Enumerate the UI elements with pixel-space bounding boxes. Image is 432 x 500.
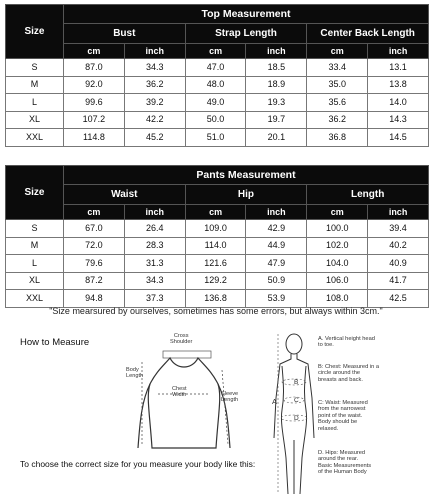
value-cell: 50.0 [185,111,246,129]
unit-header: inch [124,44,185,59]
value-cell: 44.9 [246,237,307,255]
value-cell: 48.0 [185,76,246,94]
size-cell: XXL [6,129,64,147]
value-cell: 109.0 [185,220,246,238]
chest-width-label: Chest Width [172,386,187,398]
group-header: Hip [185,185,307,205]
group-header: Length [307,185,429,205]
unit-header: cm [185,44,246,59]
unit-header: inch [368,205,429,220]
unit-header: inch [124,205,185,220]
value-cell: 40.9 [368,255,429,273]
group-header: Center Back Length [307,24,429,44]
group-header: Waist [64,185,186,205]
value-cell: 87.0 [64,59,125,77]
body-length-label: Body Length [126,367,144,379]
body-guide-item-b: B: Chest: Measured in a circle around the breasts and back. [318,364,380,383]
value-cell: 19.3 [246,94,307,112]
value-cell: 92.0 [64,76,125,94]
body-guide-item-d: D. Hips: Measured around the rear. Basic Measurements of the Human Body [318,450,372,476]
value-cell: 40.2 [368,237,429,255]
size-error-note: "Size mearsured by ourselves, sometimes has some errors, but always within 3cm." [49,306,383,316]
table-row [6,111,429,129]
value-cell: 14.5 [368,129,429,147]
size-cell: S [6,59,64,77]
unit-header: inch [246,205,307,220]
pants-table-body [6,166,429,308]
value-cell: 13.1 [368,59,429,77]
value-cell: 33.4 [307,59,368,77]
unit-header: inch [246,44,307,59]
value-cell: 129.2 [185,272,246,290]
value-cell: 114.8 [64,129,125,147]
table-row [6,237,429,255]
value-cell: 51.0 [185,129,246,147]
value-cell: 114.0 [185,237,246,255]
value-cell: 34.3 [124,59,185,77]
value-cell: 37.3 [124,290,185,308]
table-row [6,94,429,112]
value-cell: 19.7 [246,111,307,129]
value-cell: 67.0 [64,220,125,238]
value-cell: 39.2 [124,94,185,112]
value-cell: 36.2 [124,76,185,94]
table-title: Pants Measurement [64,166,429,185]
unit-header: cm [307,44,368,59]
value-cell: 42.2 [124,111,185,129]
letter-b-label: B [294,379,299,386]
value-cell: 102.0 [307,237,368,255]
table-row [6,59,429,77]
choose-size-instruction: To choose the correct size for you measure your body like this: [20,459,256,469]
value-cell: 50.9 [246,272,307,290]
value-cell: 47.0 [185,59,246,77]
value-cell: 34.3 [124,272,185,290]
unit-header: cm [185,205,246,220]
value-cell: 26.4 [124,220,185,238]
group-header: Bust [64,24,186,44]
table-row [6,220,429,238]
unit-header: cm [64,44,125,59]
value-cell: 72.0 [64,237,125,255]
size-cell: M [6,76,64,94]
value-cell: 45.2 [124,129,185,147]
unit-header: cm [64,205,125,220]
value-cell: 99.6 [64,94,125,112]
size-cell: L [6,255,64,273]
value-cell: 14.0 [368,94,429,112]
top-table-body [6,5,429,147]
value-cell: 36.2 [307,111,368,129]
value-cell: 100.0 [307,220,368,238]
value-cell: 42.9 [246,220,307,238]
value-cell: 31.3 [124,255,185,273]
value-cell: 18.9 [246,76,307,94]
body-guide-item-a: A. Vertical height head to toe. [318,336,375,349]
pants-measurement-table [5,165,429,308]
how-to-measure-title: How to Measure [20,337,90,348]
size-cell: L [6,94,64,112]
value-cell: 13.8 [368,76,429,94]
value-cell: 79.6 [64,255,125,273]
value-cell: 121.6 [185,255,246,273]
table-title: Top Measurement [64,5,429,24]
group-header: Strap Length [185,24,307,44]
value-cell: 107.2 [64,111,125,129]
top-measurement-table [5,4,429,147]
table-row [6,129,429,147]
value-cell: 28.3 [124,237,185,255]
value-cell: 136.8 [185,290,246,308]
size-cell: S [6,220,64,238]
value-cell: 39.4 [368,220,429,238]
letter-a-label: A [272,397,278,406]
unit-header: inch [368,44,429,59]
value-cell: 87.2 [64,272,125,290]
body-figure [262,328,322,498]
body-guide-item-c: C: Waist: Measured from the narrowest point of the waist. Body should be relaxed. [318,400,368,432]
size-header: Size [6,5,64,59]
value-cell: 104.0 [307,255,368,273]
letter-d-label: D [294,415,299,422]
value-cell: 18.5 [246,59,307,77]
unit-header: cm [307,205,368,220]
table-row [6,255,429,273]
value-cell: 35.0 [307,76,368,94]
size-cell: M [6,237,64,255]
value-cell: 41.7 [368,272,429,290]
table-row [6,290,429,308]
sleeve-length-label: Sleeve Length [221,391,239,403]
value-cell: 53.9 [246,290,307,308]
size-cell: XL [6,111,64,129]
value-cell: 108.0 [307,290,368,308]
size-header: Size [6,166,64,220]
value-cell: 47.9 [246,255,307,273]
cross-shoulder-label: Cross Shoulder [170,333,193,345]
value-cell: 14.3 [368,111,429,129]
value-cell: 36.8 [307,129,368,147]
value-cell: 42.5 [368,290,429,308]
value-cell: 35.6 [307,94,368,112]
value-cell: 49.0 [185,94,246,112]
size-cell: XL [6,272,64,290]
value-cell: 94.8 [64,290,125,308]
value-cell: 106.0 [307,272,368,290]
value-cell: 20.1 [246,129,307,147]
table-row [6,76,429,94]
letter-c-label: C [294,397,299,404]
table-row [6,272,429,290]
size-cell: XXL [6,290,64,308]
